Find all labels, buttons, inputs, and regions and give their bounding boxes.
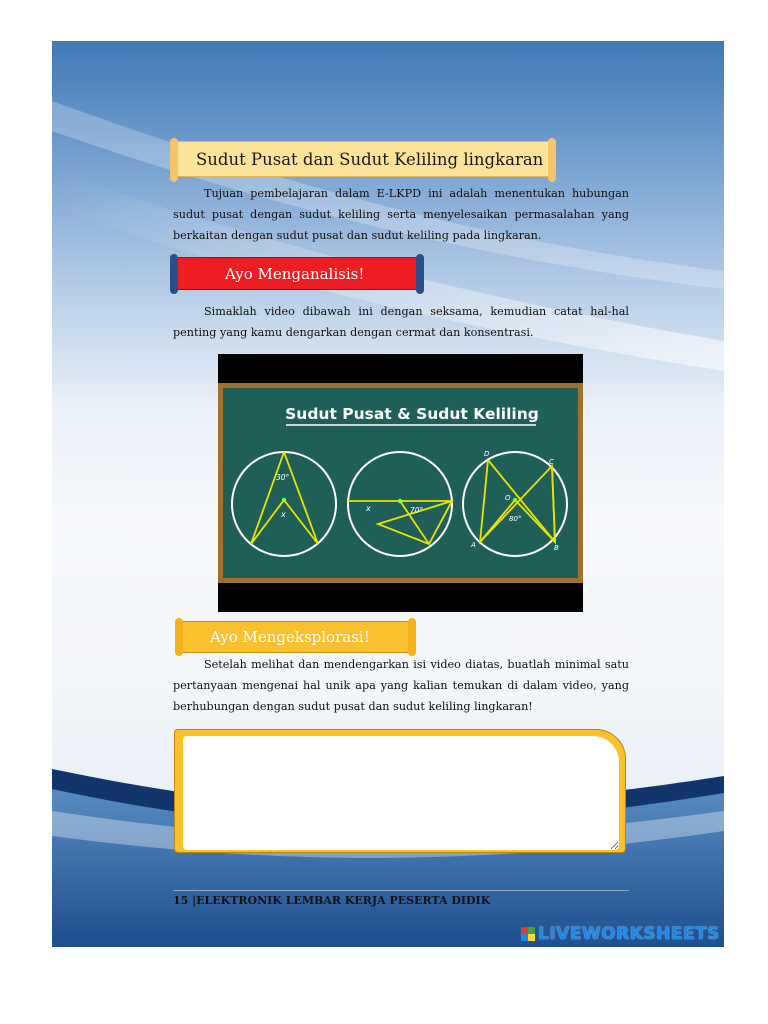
liveworksheets-logo-icon	[521, 927, 535, 941]
answer-frame	[174, 729, 626, 853]
circle2-angle-label: 70°	[410, 506, 424, 515]
analyze-paragraph: Simaklah video dibawah ini dengan seksama, kemudian catat hal-hal penting yang kamu dengarkan dengan cermat dan konsentrasi.	[173, 305, 629, 339]
analyze-banner	[174, 257, 420, 290]
analyze-banner-label: Ayo Menganalisis!	[225, 264, 365, 283]
footer-divider	[173, 890, 629, 891]
liveworksheets-watermark	[521, 924, 720, 944]
video-frame	[218, 354, 583, 612]
video-player[interactable]	[218, 354, 583, 612]
scroll-roll-left	[170, 138, 178, 182]
point-a-label: A	[471, 541, 476, 549]
scroll-roll-left	[175, 618, 183, 656]
intro-paragraph: Tujuan pembelajaran dalam E-LKPD ini adalah menentukan hubungan sudut pusat dengan sudut keliling serta menyelesaikan permasalahan yang berkaitan dengan sudut pusat dan sudut keliling pada lingkaran.	[173, 187, 629, 242]
page-footer: 15 |ELEKTRONIK LEMBAR KERJA PESERTA DIDIK	[173, 894, 491, 907]
board-title: Sudut Pusat & Sudut Keliling	[285, 405, 539, 423]
scroll-roll-left	[170, 254, 178, 294]
point-o-label: O	[505, 494, 511, 502]
circle1-angle-label: 30°	[276, 473, 290, 482]
circle2-var-label: x	[366, 504, 371, 513]
scroll-roll-right	[416, 254, 424, 294]
explore-banner-label: Ayo Mengeksplorasi!	[210, 628, 370, 646]
point-d-label: D	[484, 450, 490, 458]
section-title-banner	[175, 141, 551, 177]
point-c-label: C	[549, 458, 554, 466]
scroll-roll-right	[548, 138, 556, 182]
worksheet-page	[52, 41, 724, 947]
circle1-var-label: x	[281, 510, 286, 519]
circle3-angle-label: 80°	[509, 515, 522, 523]
section-title: Sudut Pusat dan Sudut Keliling lingkaran	[196, 149, 544, 169]
watermark-text: LIVEWORKSHEETS	[538, 924, 720, 944]
answer-input[interactable]	[183, 736, 619, 850]
point-b-label: B	[554, 544, 559, 552]
explore-paragraph: Setelah melihat dan mendengarkan isi video diatas, buatlah minimal satu pertanyaan mengenai hal unik apa yang kalian temukan di dalam video, yang berhubungan dengan sudut pusat dan sudut keliling lingkaran!	[173, 658, 629, 713]
explore-banner	[179, 621, 412, 653]
scroll-roll-right	[408, 618, 416, 656]
